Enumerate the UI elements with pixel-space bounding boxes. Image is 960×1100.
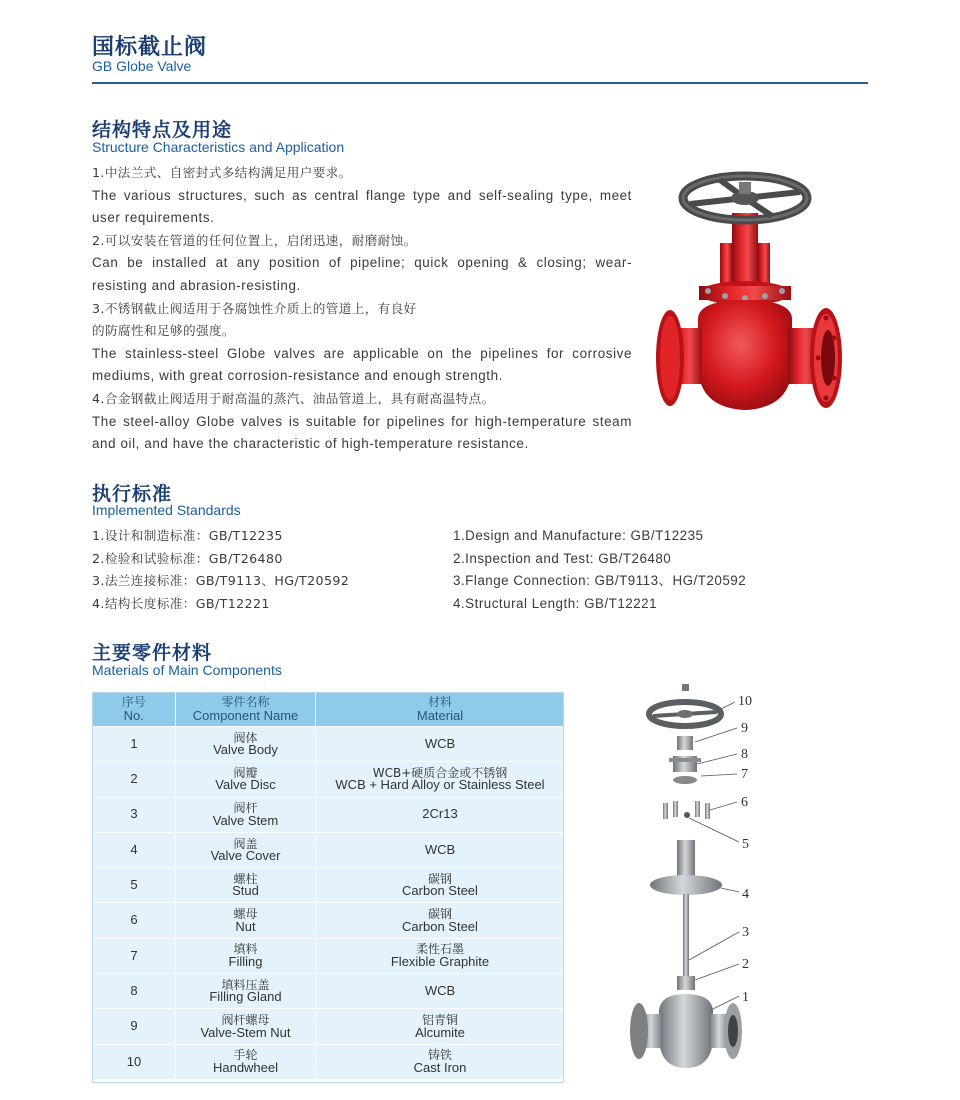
cell-material <box>316 727 565 762</box>
cell-material <box>316 938 565 973</box>
cell-material <box>316 974 565 1009</box>
standard-item-cn: 1.设计和制造标准：GB/T12235 <box>92 528 283 543</box>
page-title-cn: 国标截止阀 <box>92 35 208 60</box>
table-header-row <box>93 692 565 727</box>
table-row <box>93 762 565 797</box>
structure-line: resisting and abrasion-resisting. <box>92 277 301 293</box>
cell-component-name <box>176 797 316 832</box>
standards-heading-en: Implemented Standards <box>92 502 241 518</box>
cell-material <box>316 832 565 867</box>
material-en: Carbon Steel <box>402 883 478 899</box>
component-name-en: Filling <box>228 953 263 969</box>
cell-component-name <box>176 762 316 797</box>
table-row <box>93 797 565 832</box>
structure-line: Can be installed at any position of pipeline; quick opening & closing; wear- <box>92 255 632 271</box>
cell-material <box>316 762 565 797</box>
diagram-label: 9 <box>741 721 748 736</box>
cell-no: 5 <box>93 868 176 903</box>
structure-line: 4.合金钢截止阀适用于耐高温的蒸汽、油品管道上，具有耐高温特点。 <box>92 390 495 406</box>
exploded-valve-diagram <box>625 680 765 1075</box>
structure-line: 2.可以安装在管道的任何位置上，启闭迅速，耐磨耐蚀。 <box>92 232 417 248</box>
cell-component-name <box>176 727 316 762</box>
standards-heading-cn: 执行标准 <box>92 483 173 505</box>
cell-material <box>316 903 565 938</box>
table-row <box>93 832 565 867</box>
standards-cn-list <box>92 525 432 615</box>
material-cn: 铸铁 <box>427 1048 452 1063</box>
component-name-cn: 螺柱 <box>233 871 258 886</box>
structure-line: The various structures, such as central flange type and self-sealing type, meet <box>92 187 632 203</box>
table-row <box>93 727 565 762</box>
cell-no: 3 <box>93 797 176 832</box>
component-name-cn: 阀杆 <box>233 801 258 816</box>
structure-line: 3.不锈钢截止阀适用于各腐蚀性介质上的管道上，有良好 <box>92 300 417 316</box>
diagram-label: 2 <box>742 957 749 972</box>
component-name-cn: 阀瓣 <box>233 765 258 780</box>
cell-material <box>316 1044 565 1079</box>
cell-component-name <box>176 974 316 1009</box>
component-name-en: Nut <box>235 918 256 934</box>
col-header-material: 材料 Material <box>316 692 565 727</box>
component-name-en: Valve Body <box>213 742 278 758</box>
cell-material <box>316 797 565 832</box>
structure-line: 1.中法兰式、自密封式多结构满足用户要求。 <box>92 165 352 180</box>
materials-table <box>92 692 565 1080</box>
standard-item-en: 2.Inspection and Test: GB/T26480 <box>453 550 672 566</box>
standards-en-list <box>453 525 853 615</box>
component-name-cn: 螺母 <box>233 907 258 922</box>
material-en: WCB <box>424 735 456 751</box>
material-cn: 铝青铜 <box>421 1013 458 1028</box>
standard-item-cn: 2.检验和试验标准：GB/T26480 <box>92 550 283 566</box>
col-header-no: 序号 No. <box>93 692 176 727</box>
component-name-cn: 阀杆螺母 <box>221 1013 270 1028</box>
standard-item-en: 1.Design and Manufacture: GB/T12235 <box>453 528 704 543</box>
cell-component-name <box>176 1009 316 1044</box>
component-name-cn: 阀体 <box>233 730 258 745</box>
diagram-label: 8 <box>741 747 748 762</box>
component-name-en: Handwheel <box>212 1059 279 1075</box>
cell-no: 2 <box>93 762 176 797</box>
cell-component-name <box>176 938 316 973</box>
table-row <box>93 903 565 938</box>
cell-no: 9 <box>93 1009 176 1044</box>
structure-heading-en: Structure Characteristics and Application <box>92 139 345 155</box>
cell-no: 7 <box>93 938 176 973</box>
structure-heading-cn: 结构特点及用途 <box>92 119 233 141</box>
component-name-cn: 手轮 <box>233 1048 258 1063</box>
cell-no: 4 <box>93 832 176 867</box>
material-en: Flexible Graphite <box>390 953 490 969</box>
diagram-label: 5 <box>742 837 749 852</box>
standard-item-en: 4.Structural Length: GB/T12221 <box>453 595 658 611</box>
standard-item-cn: 4.结构长度标准：GB/T12221 <box>92 595 270 611</box>
cell-component-name <box>176 1044 316 1079</box>
component-name-cn: 阀盖 <box>233 836 258 851</box>
structure-line: mediums, with great corrosion-resistance and enough strength. <box>92 368 503 384</box>
material-en: WCB <box>424 982 456 998</box>
cell-component-name <box>176 868 316 903</box>
component-name-en: Valve Stem <box>212 812 279 828</box>
structure-line: 的防腐性和足够的强度。 <box>92 323 235 339</box>
structure-line: user requirements. <box>92 210 215 226</box>
diagram-label: 10 <box>738 694 752 709</box>
cell-no: 10 <box>93 1044 176 1079</box>
component-name-en: Filling Gland <box>209 989 282 1005</box>
component-name-en: Valve Disc <box>215 777 276 793</box>
diagram-label: 3 <box>742 925 749 940</box>
diagram-label: 7 <box>741 767 748 782</box>
material-en: WCB + Hard Alloy or Stainless Steel <box>335 777 545 793</box>
material-cn: 碳钢 <box>427 871 452 886</box>
materials-heading-en: Materials of Main Components <box>92 662 282 678</box>
component-name-en: Valve Cover <box>210 848 281 864</box>
component-name-en: Valve-Stem Nut <box>200 1024 291 1040</box>
material-en: Carbon Steel <box>402 918 478 934</box>
component-name-en: Stud <box>232 883 259 899</box>
material-cn: 柔性石墨 <box>415 942 464 957</box>
component-name-cn: 填料 <box>233 942 258 957</box>
cell-no: 6 <box>93 903 176 938</box>
table-row <box>93 1009 565 1044</box>
cell-component-name <box>176 903 316 938</box>
structure-line: The stainless-steel Globe valves are applicable on the pipelines for corrosive <box>92 345 632 361</box>
col-header-name: 零件名称 Component Name <box>176 692 316 727</box>
globe-valve-image <box>650 168 850 428</box>
structure-text <box>92 162 632 456</box>
cell-no: 1 <box>93 727 176 762</box>
cell-material <box>316 1009 565 1044</box>
diagram-label: 4 <box>742 887 749 902</box>
diagram-label: 6 <box>741 795 748 810</box>
page-title-en: GB Globe Valve <box>92 58 192 74</box>
standard-item-en: 3.Flange Connection: GB/T9113、HG/T20592 <box>453 573 747 589</box>
standard-item-cn: 3.法兰连接标准：GB/T9113、HG/T20592 <box>92 573 350 589</box>
table-row <box>93 938 565 973</box>
material-en: Cast Iron <box>413 1059 467 1075</box>
diagram-label: 1 <box>742 990 749 1005</box>
material-en: 2Cr13 <box>422 806 458 822</box>
table-row <box>93 974 565 1009</box>
cell-no: 8 <box>93 974 176 1009</box>
material-cn: WCB+硬质合金或不锈钢 <box>372 765 508 780</box>
structure-line: and oil, and have the characteristic of high-temperature resistance. <box>92 436 529 452</box>
cell-component-name <box>176 832 316 867</box>
material-en: WCB <box>424 841 456 857</box>
material-cn: 碳钢 <box>427 907 452 922</box>
title-divider <box>92 82 868 84</box>
component-name-cn: 填料压盖 <box>221 977 270 992</box>
table-row <box>93 1044 565 1079</box>
materials-heading-cn: 主要零件材料 <box>92 642 213 664</box>
cell-material <box>316 868 565 903</box>
material-en: Alcumite <box>415 1024 465 1040</box>
structure-line: The steel-alloy Globe valves is suitable for pipelines for high-temperature steam <box>92 413 632 429</box>
table-row <box>93 868 565 903</box>
